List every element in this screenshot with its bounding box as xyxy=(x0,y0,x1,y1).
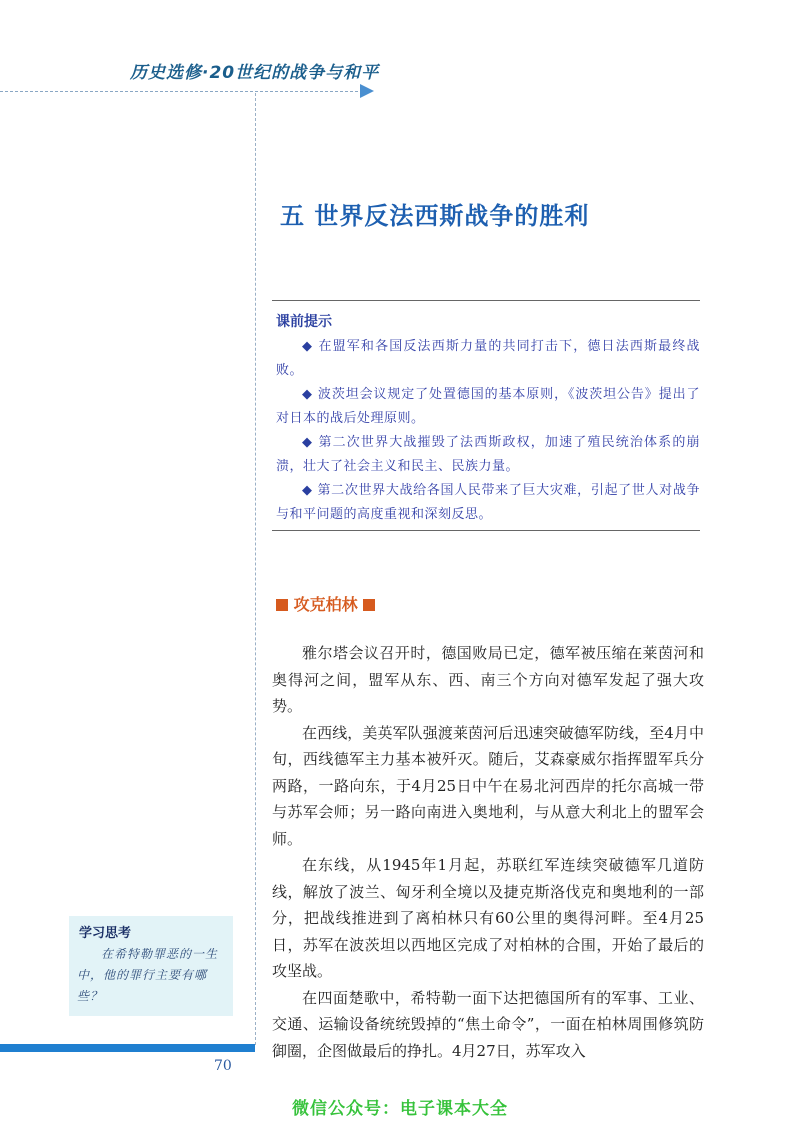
square-marker-icon xyxy=(276,599,288,611)
paragraph: 雅尔塔会议召开时，德国败局已定，德军被压缩在莱茵河和奥得河之间，盟军从东、西、南三个方向对德军发起了强大攻势。 xyxy=(272,644,704,715)
section-heading: 攻克柏林 xyxy=(276,592,375,615)
paragraph: 在四面楚歌中，希特勒一面下达把德国所有的军事、工业、交通、运输设备统统毁掉的“焦土命令”，一面在柏林周围修筑防御圈，企图做最后的挣扎。4月27日，苏军攻入 xyxy=(272,988,704,1060)
diamond-bullet-icon: ◆ xyxy=(302,435,314,450)
header-arrow-icon xyxy=(360,84,374,98)
square-marker-icon xyxy=(363,599,375,611)
paragraph: 在东线，从1945年1月起，苏联红军连续突破德军几道防线，解放了波兰、匈牙利全境以及捷克斯洛伐克和奥地利的一部分，把战线推进到了离柏林只有60公里的奥得河畔。至4月25日，苏军在波茨坦以西地区完成了对柏林的合围，开始了最后的攻坚战。 xyxy=(272,856,704,980)
pre-class-tips xyxy=(272,300,700,531)
tips-heading: 课前提示 xyxy=(276,314,332,330)
tips-list xyxy=(276,335,700,527)
margin-divider xyxy=(255,93,256,1045)
lesson-title: 五 世界反法西斯战争的胜利 xyxy=(280,202,590,230)
study-thinking-box xyxy=(69,916,233,1016)
header-dashed-rule xyxy=(0,91,368,92)
diamond-bullet-icon: ◆ xyxy=(302,483,313,498)
study-thinking-text: 在希特勒罪恶的一生中，他的罪行主要有哪些？ xyxy=(77,947,219,1003)
tip-item: ◆ 波茨坦会议规定了处置德国的基本原则，《波茨坦公告》提出了对日本的战后处理原则。 xyxy=(276,387,700,426)
diamond-bullet-icon: ◆ xyxy=(302,387,313,402)
study-thinking-title: 学习思考 xyxy=(79,926,132,941)
footer-blue-bar xyxy=(0,1044,255,1052)
body-text xyxy=(272,640,704,1064)
diamond-bullet-icon: ◆ xyxy=(302,339,314,354)
footer-watermark-text: 微信公众号：电子课本大全 xyxy=(292,1099,508,1119)
tip-item: ◆ 第二次世界大战给各国人民带来了巨大灾难，引起了世人对战争与和平问题的高度重视和深刻反思。 xyxy=(276,483,700,522)
running-header-title: 历史选修·20世纪的战争与和平 xyxy=(130,63,380,83)
tip-item: ◆ 第二次世界大战摧毁了法西斯政权，加速了殖民统治体系的崩溃，壮大了社会主义和民主、民族力量。 xyxy=(276,435,700,474)
page-number: 70 xyxy=(214,1058,232,1074)
tip-item: ◆ 在盟军和各国反法西斯力量的共同打击下，德日法西斯最终战败。 xyxy=(276,339,700,378)
paragraph: 在西线，美英军队强渡莱茵河后迅速突破德军防线，至4月中旬，西线德军主力基本被歼灭。随后，艾森豪威尔指挥盟军兵分两路，一路向东，于4月25日中午在易北河西岸的托尔高城一带与苏军会师；另一路向南进入奥地利，与从意大利北上的盟军会师。 xyxy=(272,723,704,848)
